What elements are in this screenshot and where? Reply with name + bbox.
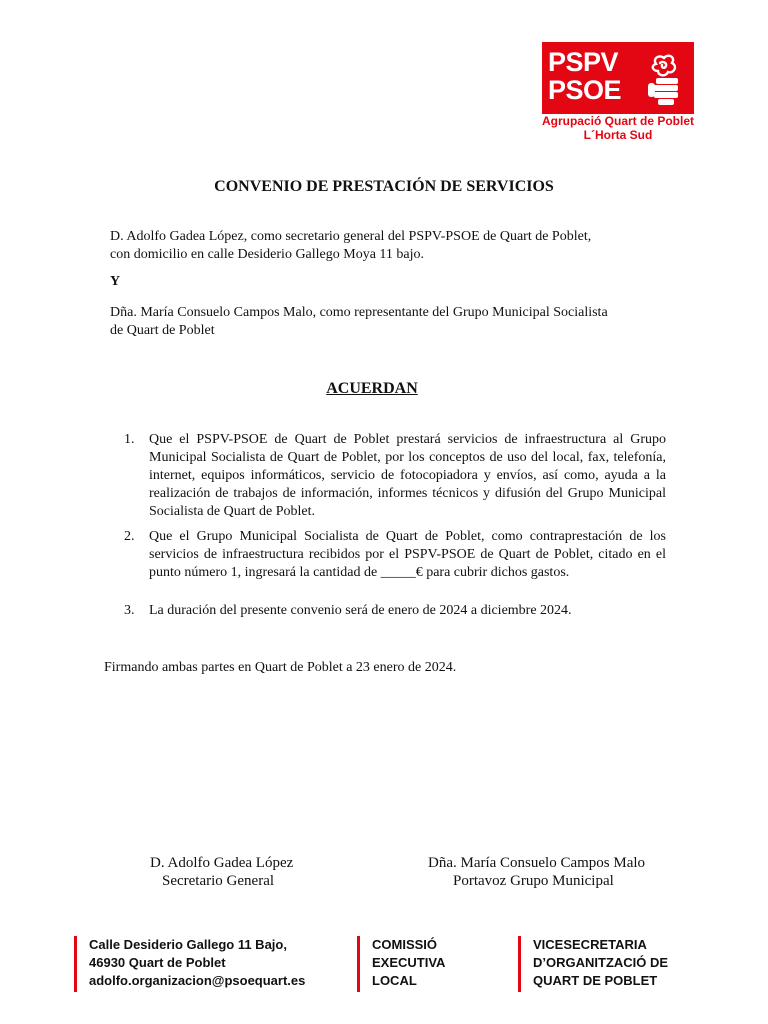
agreement-item-1 — [124, 431, 666, 521]
agrupacion-line-1: Agrupació Quart de Poblet — [541, 114, 694, 128]
item-text: La duración del presente convenio será de enero de 2024 a diciembre 2024. — [149, 603, 572, 618]
party-2-line-2: de Quart de Poblet — [110, 323, 215, 338]
footer-comissio-line-1: COMISSIÓ — [372, 937, 438, 952]
signing-statement: Firmando ambas partes en Quart de Poblet a 23 enero de 2024. — [104, 660, 457, 675]
footer-vice-line-3: QUART DE POBLET — [533, 973, 658, 988]
footer-comissio-line-3: LOCAL — [372, 973, 417, 988]
party-2-paragraph — [110, 304, 650, 340]
signature-block-right — [428, 854, 645, 890]
party-2-line-1: Dña. María Consuelo Campos Malo, como representante del Grupo Municipal Socialista — [110, 305, 608, 320]
party-logo — [542, 42, 694, 114]
party-1-paragraph — [110, 228, 650, 264]
signatory-name: D. Adolfo Gadea López — [150, 855, 294, 871]
signature-block-left — [150, 854, 293, 890]
party-1-line-1: D. Adolfo Gadea López, como secretario general del PSPV-PSOE de Quart de Poblet, — [110, 229, 592, 244]
footer-email: adolfo.organizacion@psoequart.es — [89, 973, 306, 988]
logo-text — [548, 48, 621, 104]
logo-line-psoe: PSOE — [548, 75, 622, 105]
footer-comissio-line-2: EXECUTIVA — [372, 955, 446, 970]
agrupacion-line-2: L´Horta Sud — [583, 128, 653, 142]
item-number: 3. — [124, 603, 135, 618]
footer-address-line-2: 46930 Quart de Poblet — [89, 955, 226, 970]
agrupacion-label — [520, 114, 716, 142]
footer-address — [74, 936, 305, 992]
footer-vice-line-2: D’ORGANITZACIÓ DE — [533, 955, 669, 970]
conjunction: Y — [110, 274, 121, 289]
item-number: 2. — [124, 529, 135, 544]
item-text: Que el Grupo Municipal Socialista de Quart de Poblet, como contraprestación de los servicios de infraestructura recibidos por el PSPV-PSOE de Quart de Poblet, citado en el punto número 1, ingresará la cantidad de _____€ para cubrir dichos gastos. — [149, 529, 666, 580]
acuerdan-heading: ACUERDAN — [326, 380, 418, 397]
party-1-line-2: con domicilio en calle Desiderio Gallego Moya 11 bajo. — [110, 247, 425, 262]
signatory-name: Dña. María Consuelo Campos Malo — [428, 855, 646, 871]
footer-vice-line-1: VICESECRETARIA — [533, 937, 647, 952]
item-number: 1. — [124, 432, 135, 447]
agreement-item-3 — [124, 602, 666, 620]
rose-fist-icon — [642, 50, 686, 106]
document-title: CONVENIO DE PRESTACIÓN DE SERVICIOS — [214, 178, 554, 195]
signatory-role: Portavoz Grupo Municipal — [453, 873, 614, 889]
agreement-item-2 — [124, 528, 666, 582]
logo-line-pspv: PSPV — [548, 47, 619, 77]
footer-address-line-1: Calle Desiderio Gallego 11 Bajo, — [89, 937, 287, 952]
item-text: Que el PSPV-PSOE de Quart de Poblet prestará servicios de infraestructura al Grupo Municipal Socialista de Quart de Poblet, por los conceptos de uso del local, fax, telefonía, internet, equipos informáticos, servicio de fotocopiadora y envíos, así como, ayuda a la realización de trabajos de información, informes técnicos y difusión del Grupo Municipal Socialista de Quart de Poblet. — [149, 432, 666, 519]
signatory-role: Secretario General — [162, 873, 275, 889]
footer-comissio — [357, 936, 445, 992]
footer-vicesecretaria — [518, 936, 668, 992]
